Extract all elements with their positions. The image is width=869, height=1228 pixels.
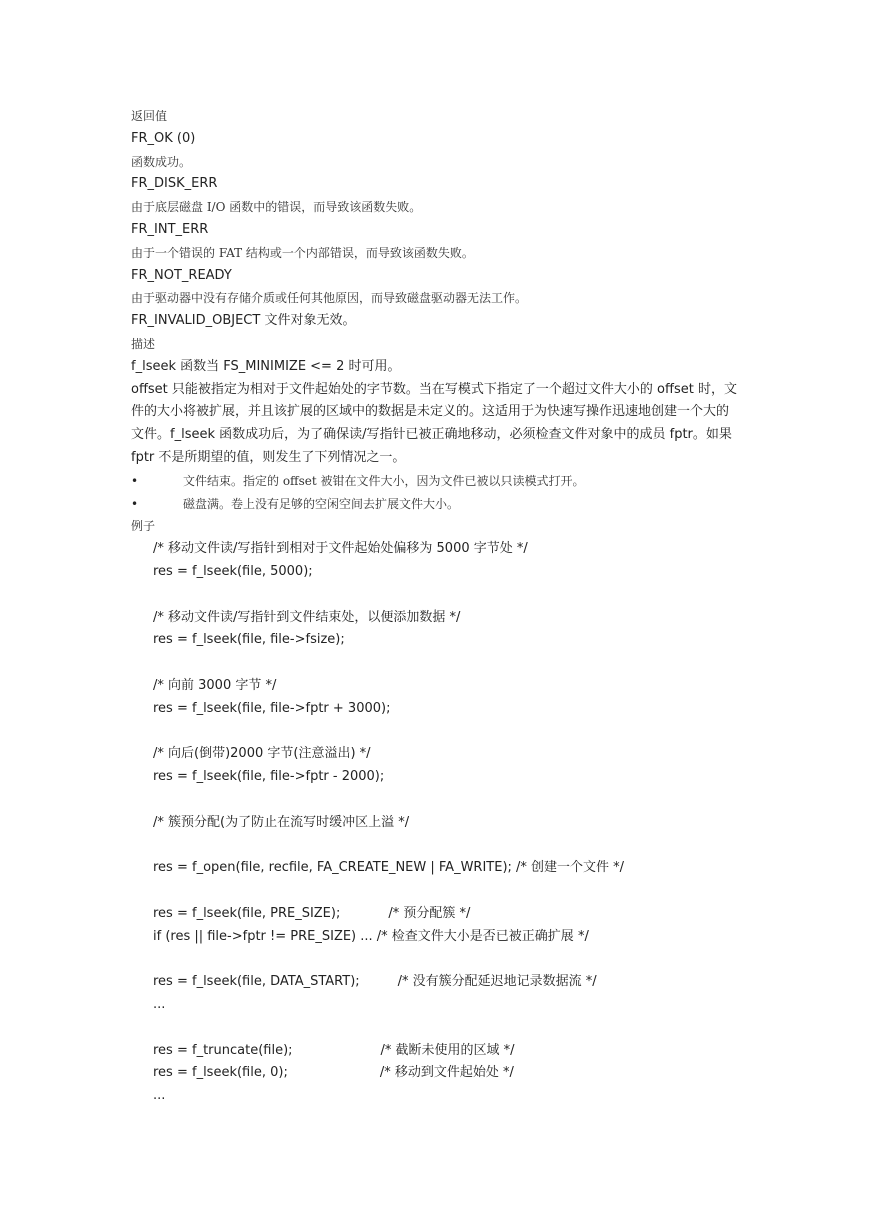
paragraph-line: 文件。f_lseek 函数成功后，为了确保读/写指针已被正确地移动，必须检查文件对象中的成员 fptr。如果 xyxy=(131,427,732,443)
example-heading: 例子 xyxy=(131,519,156,534)
paragraph-line: offset 只能被指定为相对于文件起始处的字节数。当在写模式下指定了一个超过文件大小的 offset 时，文 xyxy=(131,381,737,397)
bullet-marker: • xyxy=(131,496,139,511)
code-statement: res = f_lseek(file, PRE_SIZE); xyxy=(153,905,341,921)
return-desc: 由于底层磁盘 I/O 函数中的错误，而导致该函数失败。 xyxy=(131,200,422,215)
code-ellipsis: ... xyxy=(153,1088,166,1104)
code-line: res = f_lseek(file, 5000); xyxy=(153,563,313,579)
description-availability: f_lseek 函数当 FS_MINIMIZE <= 2 时可用。 xyxy=(131,358,401,374)
code-line: res = f_lseek(file, file->fptr - 2000); xyxy=(153,769,385,785)
bullet-text: 文件结束。指定的 offset 被钳在文件大小，因为文件已被以只读模式打开。 xyxy=(183,473,585,488)
code-statement: res = f_truncate(file); xyxy=(153,1042,293,1058)
return-code: FR_NOT_READY xyxy=(131,267,232,283)
code-comment: /* 预分配簇 */ xyxy=(388,905,471,921)
return-code: FR_INT_ERR xyxy=(131,221,209,237)
return-desc: 由于一个错误的 FAT 结构或一个内部错误，而导致该函数失败。 xyxy=(131,245,474,260)
code-comment: /* 向后(倒带)2000 字节(注意溢出) */ xyxy=(153,746,371,762)
bullet-item xyxy=(131,493,741,516)
code-line: if (res || file->fptr != PRE_SIZE) ... /* 检查文件大小是否已被正确扩展 */ xyxy=(153,928,589,944)
code-comment: /* 簇预分配(为了防止在流写时缓冲区上溢 */ xyxy=(153,814,410,830)
code-comment: /* 向前 3000 字节 */ xyxy=(153,677,277,693)
code-comment: /* 移动到文件起始处 */ xyxy=(379,1065,514,1081)
description-heading: 描述 xyxy=(131,336,156,351)
description-paragraph xyxy=(131,379,741,470)
code-example xyxy=(131,538,741,1108)
paragraph-line: 件的大小将被扩展，并且该扩展的区域中的数据是未定义的。这适用于为快速写操作迅速地创建一个大的 xyxy=(131,404,730,420)
code-comment: /* 截断未使用的区域 */ xyxy=(380,1042,515,1058)
code-line xyxy=(153,1040,741,1063)
code-comment: /* 没有簇分配延迟地记录数据流 */ xyxy=(397,974,597,990)
return-invalid-object: FR_INVALID_OBJECT 文件对象无效。 xyxy=(131,313,356,329)
code-line xyxy=(153,903,741,926)
code-line: res = f_open(file, recfile, FA_CREATE_NEW | FA_WRITE); /* 创建一个文件 */ xyxy=(153,860,625,876)
bullet-item xyxy=(131,470,741,493)
code-comment: /* 移动文件读/写指针到相对于文件起始处偏移为 5000 字节处 */ xyxy=(153,541,528,557)
code-comment: /* 移动文件读/写指针到文件结束处，以便添加数据 */ xyxy=(153,609,461,625)
document-page xyxy=(131,105,741,1108)
return-desc: 函数成功。 xyxy=(131,154,192,169)
code-line xyxy=(153,1062,741,1085)
paragraph-line: fptr 不是所期望的值，则发生了下列情况之一。 xyxy=(131,449,406,465)
bullet-text: 磁盘满。卷上没有足够的空闲空间去扩展文件大小。 xyxy=(183,496,460,511)
code-statement: res = f_lseek(file, 0); xyxy=(153,1065,288,1081)
code-line xyxy=(153,971,741,994)
code-line: res = f_lseek(file, file->fsize); xyxy=(153,632,345,648)
return-desc: 由于驱动器中没有存储介质或任何其他原因，而导致磁盘驱动器无法工作。 xyxy=(131,291,528,306)
return-code: FR_DISK_ERR xyxy=(131,176,218,192)
bullet-marker: • xyxy=(131,473,139,488)
code-ellipsis: ... xyxy=(153,997,166,1013)
return-code: FR_OK (0) xyxy=(131,130,196,146)
code-line: res = f_lseek(file, file->fptr + 3000); xyxy=(153,700,391,716)
code-statement: res = f_lseek(file, DATA_START); xyxy=(153,974,360,990)
returns-heading: 返回值 xyxy=(131,109,168,123)
